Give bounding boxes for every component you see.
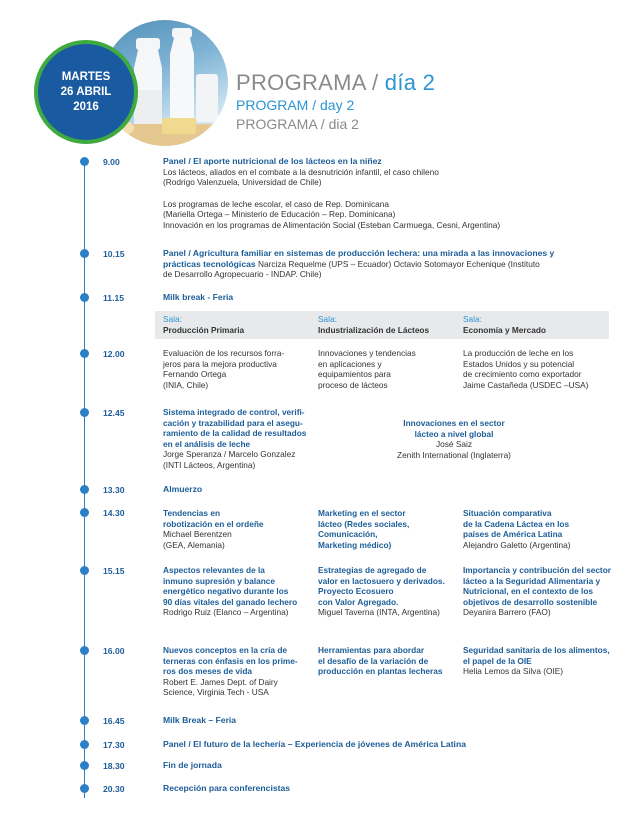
time-label: 9.00 (103, 157, 120, 167)
session-line: Rodrigo Ruiz (Elanco – Argentina) (163, 607, 289, 618)
timeline-dot (80, 508, 89, 517)
session-1245-col2 (364, 418, 544, 460)
session-line: (INTI Lácteos, Argentina) (163, 459, 256, 470)
time-label: 12.00 (103, 349, 125, 359)
time-label: 16.45 (103, 716, 125, 726)
time-label: 18.30 (103, 761, 125, 771)
session-line: equipamientos para (318, 369, 391, 380)
session-title: Panel / Agricultura familiar en sistemas de producción lechera: una mirada a las innovaciones y (163, 248, 555, 258)
session-title: Marketing en el sector (318, 508, 406, 518)
session-line: de Desarrollo Agropecuario - INDAP. Chile) (163, 269, 322, 280)
session-title: Recepción para conferencistas (163, 783, 291, 793)
session-title: robotización en el ordeñe (163, 518, 264, 529)
session-title: Innovaciones en el sector (403, 418, 505, 428)
timeline-dot (80, 349, 89, 358)
session-title: Estrategias de agregado de (318, 565, 427, 575)
timeline-dot (80, 646, 89, 655)
session-title: Almuerzo (163, 484, 203, 494)
session-line: Robert E. James Dept. of Dairy (163, 676, 278, 687)
timeline-dot (80, 157, 89, 166)
time-label: 13.30 (103, 485, 125, 495)
session-title: objetivos de desarrollo sostenible (463, 596, 598, 607)
session-title: Milk break - Feria (163, 292, 234, 302)
session-line: Deyanira Barrero (FAO) (463, 607, 551, 618)
session-line: en aplicaciones y (318, 358, 382, 369)
session-title: Seguridad sanitaria de los alimentos, (463, 645, 610, 655)
time-label: 11.15 (103, 293, 125, 303)
session-title: Panel / El futuro de la lechería – Experiencia de jóvenes de América Latina (163, 739, 466, 749)
room-column (318, 314, 429, 336)
timeline-dot (80, 249, 89, 258)
rooms-header (155, 311, 609, 339)
room-name: Producción Primaria (163, 325, 245, 335)
session-title: de la Cadena Láctea en los (463, 518, 570, 529)
session-line: Zenith International (Inglaterra) (397, 449, 511, 460)
session-title: Aspectos relevantes de la (163, 565, 265, 575)
session-line: Fernando Ortega (163, 369, 227, 380)
session-1430-col2 (318, 508, 458, 550)
session-line: Evaluación de los recursos forra- (163, 348, 285, 358)
room-label: Sala: (318, 314, 337, 324)
session-1600-col3 (463, 645, 623, 677)
session-title: lácteo a nivel global (414, 428, 494, 439)
session-1200-col1 (163, 348, 313, 390)
session-title: Marketing médico) (318, 539, 392, 550)
timeline-dot (80, 761, 89, 770)
session-line: Miguel Taverna (INTA, Argentina) (318, 607, 440, 618)
time-label: 10.15 (103, 249, 125, 259)
room-label: Sala: (463, 314, 482, 324)
date-badge (34, 40, 138, 144)
session-title: Comunicación, (318, 529, 378, 540)
session-1430-col3 (463, 508, 613, 550)
session-1015 (163, 248, 608, 280)
session-line: (GEA, Alemania) (163, 539, 225, 550)
time-label: 14.30 (103, 508, 125, 518)
session-title: terneras con énfasis en los prime- (163, 655, 298, 666)
session-title: Sistema integrado de control, verifi- (163, 407, 305, 417)
session-1430-col1 (163, 508, 313, 550)
session-title: Nutricional, en el contexto de los (463, 586, 594, 597)
page-title (236, 70, 435, 96)
timeline-dot (80, 485, 89, 494)
session-title: con Valor Agregado. (318, 596, 399, 607)
session-line: Jorge Speranza / Marcelo Gonzalez (163, 449, 296, 460)
time-label: 12.45 (103, 408, 125, 418)
date-weekday: MARTES (61, 70, 111, 83)
time-label: 16.00 (103, 646, 125, 656)
session-title: lácteo a la Seguridad Alimentaria y (463, 575, 601, 586)
room-column (463, 314, 546, 336)
session-line: (Mariella Ortega – Ministerio de Educación – Rep. Dominicana) (163, 209, 396, 220)
session-line: Helia Lemos da Silva (OIE) (463, 666, 564, 677)
title-prefix: PROGRAMA / (236, 70, 379, 95)
session-line: José Saiz (436, 439, 472, 450)
session-1600-col2 (318, 645, 460, 677)
session-title: Tendencias en (163, 508, 221, 518)
session-line: Jaime Castañeda (USDEC –USA) (463, 379, 589, 390)
timeline-dot (80, 740, 89, 749)
session-title: el papel de la OIE (463, 655, 532, 666)
session-line: jeros para la mejora productiva (163, 358, 277, 369)
room-name: Industrialización de Lácteos (318, 325, 430, 335)
session-1200-col3 (463, 348, 613, 390)
session-line: Science, Virginia Tech - USA (163, 687, 269, 698)
time-label: 17.30 (103, 740, 125, 750)
date-year: 2016 (73, 100, 99, 113)
timeline-dot (80, 293, 89, 302)
session-title: Nuevos conceptos en la cría de (163, 645, 288, 655)
session-line: Narciza Requelme (UPS – Ecuador) Octavio Sotomayor Echenique (Instituto (255, 258, 540, 269)
session-title: en el análisis de leche (163, 438, 251, 449)
subtitle-english: PROGRAM / day 2 (236, 97, 355, 113)
session-title: Panel / El aporte nutricional de los lácteos en la niñez (163, 156, 382, 166)
session-title: Fin de jornada (163, 760, 222, 770)
session-title: lácteo (Redes sociales, (318, 518, 410, 529)
session-title: Proyecto Ecosuero (318, 586, 394, 597)
session-line: Michael Berentzen (163, 529, 232, 540)
session-0900 (163, 156, 603, 231)
session-line: La producción de leche en los (463, 348, 574, 358)
timeline-dot (80, 784, 89, 793)
session-line: proceso de lácteos (318, 379, 388, 390)
session-line: Innovaciones y tendencias (318, 348, 416, 358)
session-title: países de América Latina (463, 529, 563, 540)
session-line: de crecimiento como exportador (463, 369, 582, 380)
session-1515-col2 (318, 565, 460, 618)
session-title-cont: prácticas tecnológicas (163, 258, 256, 269)
session-title: 90 días vitales del ganado lechero (163, 596, 298, 607)
subtitle-portuguese: PROGRAMA / dia 2 (236, 116, 359, 132)
session-title: ramiento de la calidad de resultados (163, 428, 307, 439)
session-title: producción en plantas lecheras (318, 666, 443, 677)
session-title: Importancia y contribución del sector (463, 565, 611, 575)
session-title: el desafío de la variación de (318, 655, 429, 666)
session-1245-col1 (163, 407, 313, 471)
session-1200-col2 (318, 348, 458, 390)
session-line: Innovación en los programas de Alimentación Social (Esteban Carmuega, Cesni, Argentina) (163, 219, 501, 230)
session-title: cación y trazabilidad para el asegu- (163, 417, 303, 428)
time-label: 15.15 (103, 566, 125, 576)
session-line: (Rodrigo Valenzuela, Universidad de Chile) (163, 177, 322, 188)
date-day-month: 26 ABRIL (60, 85, 112, 98)
session-1600-col1 (163, 645, 313, 698)
room-name: Economía y Mercado (463, 325, 546, 335)
session-title: Situación comparativa (463, 508, 552, 518)
time-label: 20.30 (103, 784, 125, 794)
session-1515-col1 (163, 565, 315, 618)
session-title: energético negativo durante los (163, 586, 289, 597)
session-line: Los programas de leche escolar, el caso de Rep. Dominicana (163, 198, 389, 209)
session-title: valor en lactosuero y derivados. (318, 575, 445, 586)
session-title: Herramientas para abordar (318, 645, 425, 655)
session-title: ros dos meses de vida (163, 666, 253, 677)
session-title: inmuno supresión y balance (163, 575, 276, 586)
room-column (163, 314, 244, 336)
timeline-dot (80, 716, 89, 725)
session-line: Los lácteos, aliados en el combate a la desnutrición infantil, el caso chileno (163, 166, 439, 177)
timeline-dot (80, 566, 89, 575)
session-line: Estados Unidos y su potencial (463, 358, 575, 369)
title-accent: día 2 (384, 70, 436, 95)
session-line: (INIA, Chile) (163, 379, 209, 390)
session-1515-col3 (463, 565, 623, 618)
session-title: Milk Break – Feria (163, 715, 237, 725)
room-label: Sala: (163, 314, 182, 324)
timeline-dot (80, 408, 89, 417)
session-line: Alejandro Galetto (Argentina) (463, 539, 571, 550)
